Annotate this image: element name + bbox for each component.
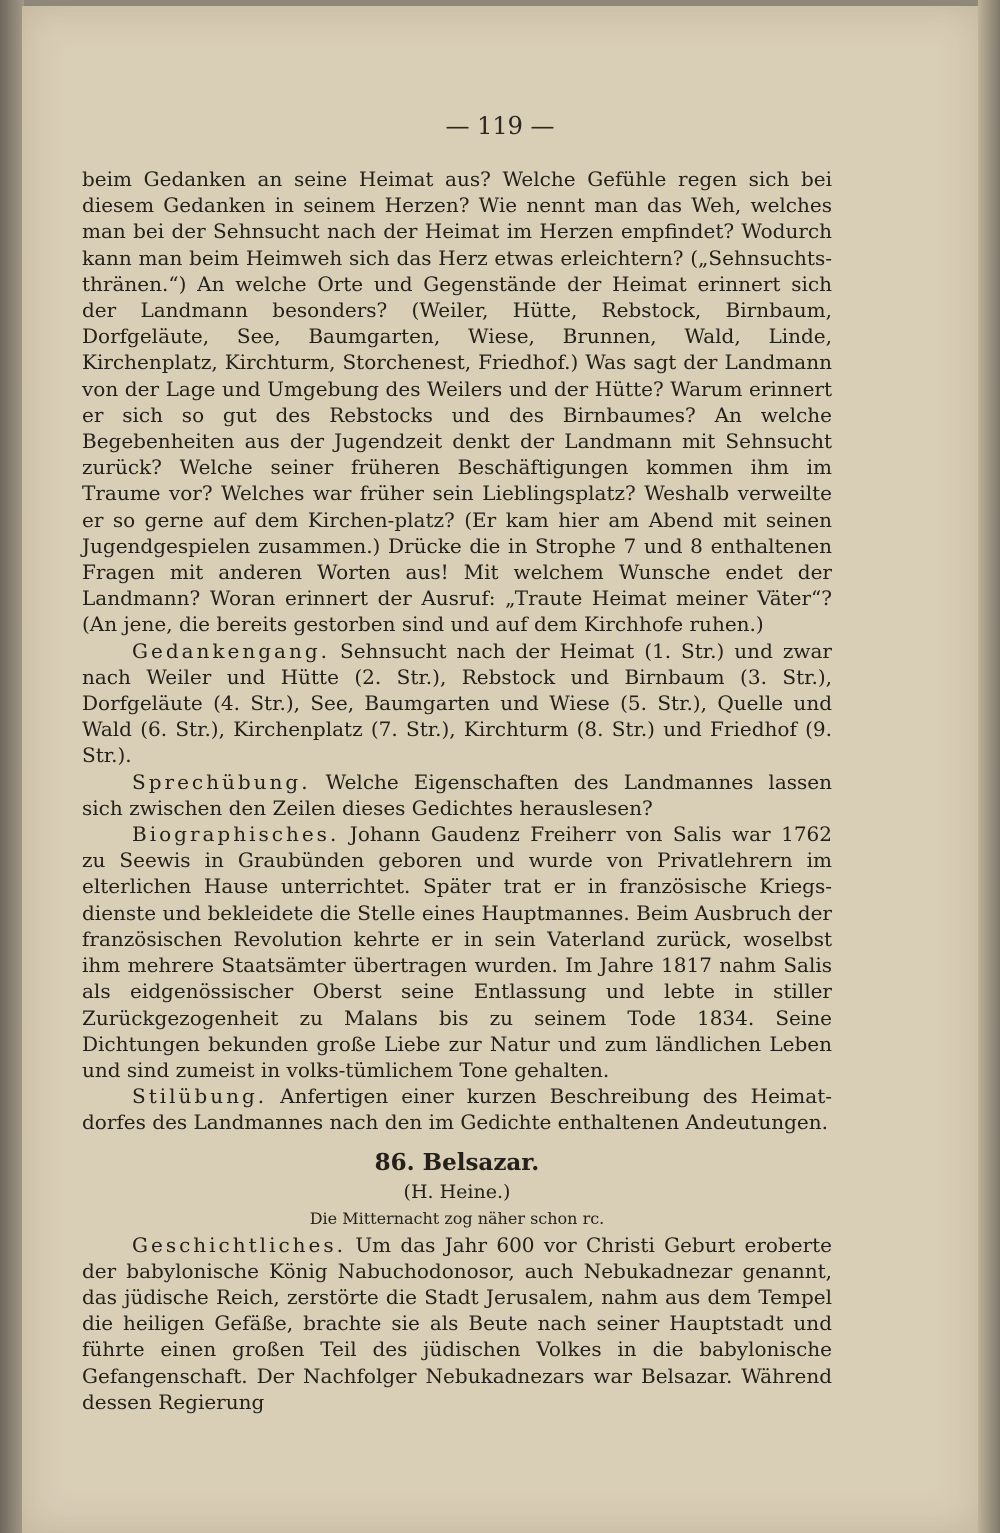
geschichtliches-paragraph	[82, 1232, 832, 1415]
page-body	[82, 166, 832, 1415]
gedankengang-text: Sehnsucht nach der Heimat (1. Str.) und zwar nach Weiler und Hütte (2. Str.), Rebstock und Birnbaum (3. Str.), Dorfgeläute (4. Str.), See, Baumgarten und Wiese (5. Str.), Quelle und Wald (6. Str.), Kirchenplatz (7. Str.), Kirchturm (8. Str.) und Friedhof (9. Str.).	[82, 638, 832, 768]
biographisches-text: Johann Gaudenz Freiherr von Salis war 1762 zu Seewis in Graubünden geboren und wurde von Privatlehrern im elterlichen Hause unterrichtet. Später trat er in französische Kriegs-dienste und bekleidete die Stelle eines Hauptmannes. Beim Ausbruch der französischen Revolution kehrte er in sein Vaterland zurück, woselbst ihm mehrere Staatsämter übertragen wurden. Im Jahre 1817 nahm Salis als eidgenössischer Oberst seine Entlassung und lebte in stiller Zurückgezogenheit zu Malans bis zu seinem Tode 1834. Seine Dichtungen bekunden große Liebe zur Natur und zum ländlichen Leben und sind zumeist in volks-tümlichem Tone gehalten.	[82, 822, 832, 1082]
sprechuebung-label: Sprechübung.	[132, 769, 311, 794]
stiluebung-text: Anfertigen einer kurzen Beschreibung des Heimat-dorfes des Landmannes nach den im Gedichte enthaltenen Andeutungen.	[82, 1084, 832, 1135]
page-number: — 119 —	[445, 112, 555, 140]
page-edge	[978, 0, 1000, 1533]
sprechuebung-text: Welche Eigenschaften des Landmannes lassen sich zwischen den Zeilen dieses Gedichtes herauslesen?	[82, 769, 832, 820]
biographisches-paragraph	[82, 821, 832, 1083]
gedankengang-label: Gedankengang.	[132, 638, 331, 663]
stiluebung-paragraph	[82, 1083, 832, 1135]
gedankengang-paragraph	[82, 638, 832, 769]
geschichtliches-text: Um das Jahr 600 vor Christi Geburt eroberte der babylonische König Nabuchodonosor, auch Nebukadnezar genannt, das jüdische Reich, zerstörte die Stadt Jerusalem, nahm aus dem Tempel die heiligen Gefäße, brachte sie als Beute nach seiner Hauptstadt und führte einen großen Teil des jüdischen Volkes in die babylonische Gefangenschaft. Der Nachfolger Nebukadnezars war Belsazar. Während dessen Regierung	[82, 1232, 833, 1414]
poem-first-line: Die Mitternacht zog näher schon rc.	[309, 1208, 605, 1228]
section-title: 86. Belsazar.	[374, 1148, 540, 1176]
biographisches-label: Biographisches.	[132, 822, 340, 847]
sprechuebung-paragraph	[82, 769, 832, 821]
stiluebung-label: Stilübung.	[132, 1084, 268, 1109]
section-author: (H. Heine.)	[403, 1180, 511, 1203]
questions-paragraph: beim Gedanken an seine Heimat aus? Welche Gefühle regen sich bei diesem Gedanken in seinem Herzen? Wie nennt man das Weh, welches man bei der Sehnsucht nach der Heimat im Herzen empfindet? Wodurch kann man beim Heimweh sich das Herz etwas erleichtern? („Sehnsuchts-thränen.“) An welche Orte und Gegenstände der Heimat erinnert sich der Landmann besonders? (Weiler, Hütte, Rebstock, Birnbaum, Dorfgeläute, See, Baumgarten, Wiese, Brunnen, Wald, Linde, Kirchenplatz, Kirchturm, Storchenest, Friedhof.) Was sagt der Landmann von der Lage und Umgebung des Weilers und der Hütte? Warum erinnert er sich so gut des Rebstocks und des Birnbaumes? An welche Begebenheiten aus der Jugendzeit denkt der Landmann mit Sehnsucht zurück? Welche seiner früheren Beschäftigungen kommen ihm im Traume vor? Welches war früher sein Lieblingsplatz? Weshalb verweilte er so gerne auf dem Kirchen-platz? (Er kam hier am Abend mit seinen Jugendgespielen zusammen.) Drücke die in Strophe 7 und 8 enthaltenen Fragen mit anderen Worten aus! Mit welchem Wunsche endet der Landmann? Woran erinnert der Ausruf: „Traute Heimat meiner Väter“? (An jene, die bereits gestorben sind und auf dem Kirchhofe ruhen.)	[82, 167, 832, 637]
book-gutter	[0, 0, 24, 1533]
geschichtliches-label: Geschichtliches.	[132, 1232, 347, 1257]
